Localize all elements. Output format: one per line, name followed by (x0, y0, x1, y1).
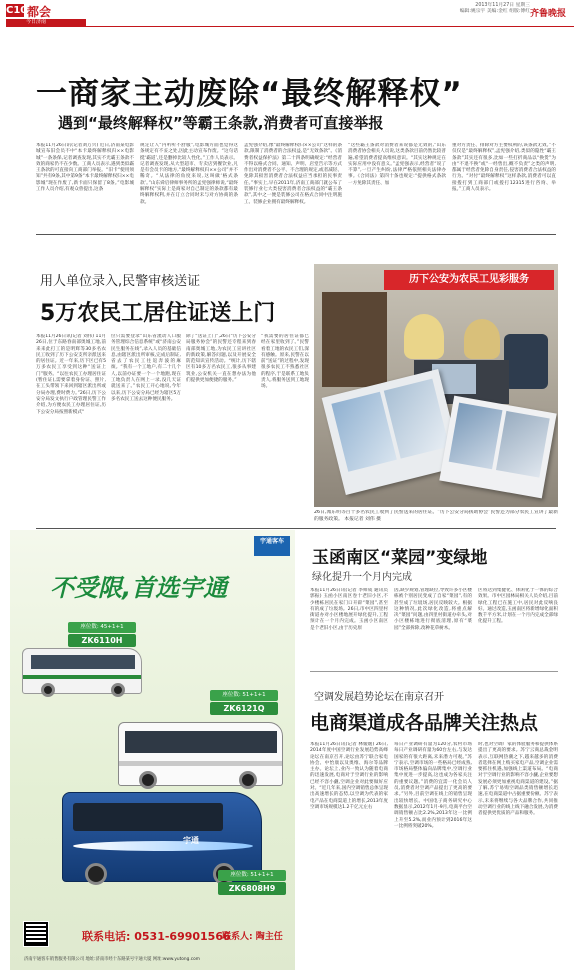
model2-tag: 座位数: 51+1+1 (210, 690, 278, 701)
editors-line: 编辑:姚宗宇 美编:金红 组版:傅红 (459, 9, 530, 14)
article4-kicker: 空调发展趋势论坛在南京召开 (314, 692, 444, 703)
ad-brand: 宇通客车 (259, 538, 284, 545)
bus-swoosh (73, 841, 253, 851)
photo-prop (404, 314, 444, 359)
article4-headline: 电商渠道成各品牌关注热点 (310, 712, 539, 734)
bus-stripe (119, 761, 282, 766)
divider (36, 234, 556, 235)
ad-contact: 联系人: 陶主任 (222, 932, 283, 942)
article1-col3: 孟宪强介绍,像“最终解释权归××公司”这样的条款,限制了消费者的合法权益,是“无效条款”。《消费者权益保护法》第二十四条明确规定:“经营者不得以格式合同、通知、声明、店堂告示等方式作出对消费者不公平、不合理的规定,或者减轻、免除其损害消费者合法权益应当承担的民事责任。”事实上,早在2011年,济南工商部门就公布了装修行业七大类侵害消费者合法权益的“霸王条款”,其中之一便是装修公司在格式合同中注明施工、装修企业拥有最终解释权。 (244, 143, 342, 205)
coach-bus-1 (22, 648, 142, 694)
bus-wheel (111, 683, 125, 697)
page-code: C10 (6, 5, 28, 16)
article1-col2: 规定让人“内听听不舒服”,电影城方面也觉得这条规定有不妥之处,因此主动宣布作废。“这句话挺‘霸道’,还是删掉比较人性化。”工作人员表示。记者调查发现,从大型超市、专卖店到餐饮业,凡是有会员卡的地方,“最终解释权归××公司”并不稀奇。“从法律的角度来说,这叫做‘格式条款’。”山东舜启律师事务所的孟宪强律师说,“最终解释权”实际上是商家对自己制定的条款都有最终解释权利,并在订立合同时未与对方协商的条款。 (140, 143, 238, 205)
coach-bus-3 (62, 792, 262, 882)
bus-wheel (41, 683, 55, 697)
ad-address: 济南宇通客车销售服务有限公司 地址:济南市经十东路某号宇通大厦 网址:www.yutong.com (24, 957, 200, 962)
article2-col2: 位只需要登录“山东省流动人口服务管理综合信息系统”或“济南公安民生服务在线”,录入人员的基础信息,由辖区派出所审核,完成后制证,省去了农民工往返奔波的麻烦。“我有一个工地户,有二十几个人,以前办证要一个一个地跑,现在工地负责人在网上一录,没几天证就送来了。”农民工开心地说,今年以来,历下公安分局已经为辖区5万多名农民工送去这种便民服务。 (111, 334, 181, 402)
photo-prop (496, 411, 550, 478)
article4-col2: 每日产业调研有量为120分,农村市场每日产业调研有量为60台左右,与发达国家的有很大距离,未来潜力可观。”苏宁表示,空调市场的一些格局已经成熟,市场格局整体偏向品牌集中,空调行业集中度进一步提高,这也成为各家关注的重要议题。”消费的宜需一化会员人员,消费者对空调产品提出了更高的要求。”另外,目前空调在线上的销售呈现出较快增长。中国电子商务研究中心数据显示,2012年1月-9月,电商平台空调销售额占比2.2%,2013年这一比例上升至5.2%,而业内预计到2016年这一比例将突破20%。 (394, 742, 472, 829)
article2-headline: 5万农民工居住证送上门 (40, 301, 276, 326)
bus-stripe (23, 675, 141, 679)
article1-subhead: 遇到“最终解释权”等霸王条款,消费者可直接举报 (58, 114, 384, 132)
ad-phone: 联系电话: 0531-69901566 (82, 930, 231, 943)
bus-wheel (139, 771, 157, 789)
bus-windows (31, 655, 135, 669)
header-info (430, 3, 530, 15)
article3-headline: 玉函南区“菜园”变绿地 (312, 548, 488, 568)
article2-kicker: 用人单位录入,民警审核送证 (40, 274, 201, 289)
photo-prop (504, 334, 548, 389)
article4-col3: 时,也对空调厂家的体验服务和提供体系提出了更高的要求。苏宁云商总裁金明表示,互联网热潮之下,越来越多的消费者选择在网上购买家电产品,空调企业需要抓住机遇,加强线上渠道布局。“电商对于空调行业的影响不容小觑,企业要想发展必须更加重视电商渠道的建设。”据了解,苏宁易购空调品类销售额增长迅速,在电商渠道中占据重要份额。苏宁表示,未来将继续与各大品牌合作,共同推动空调行业的线上线下融合发展,为消费者提供更优质的产品和服务。 (478, 742, 558, 817)
photo-prop (464, 319, 500, 359)
photo-prop (449, 403, 503, 470)
yutong-ad (10, 530, 295, 970)
ad-brand-badge (254, 536, 290, 556)
bus-label: 宇通 (183, 836, 199, 845)
photo-prop (439, 396, 556, 499)
article2-col1: 本报11月26日讯(记者 刘伟) 11月26日,位于东路春南部奥城工地,前来来此打工的是明辉等30多名农民工收到了历下公安支所亲派送来的居住证。近一年来,历下区已有5万多农民工享受到这种“送证上门”服务。“以往农民工办理居住证(暂住证),需要拿着身份证、照片,在工头带领下来回到辖区派出所或分局办理,费时费力。”26日,历下公安分局发文执行户政管理民警工作介绍,为方便农民工办理居住证,历下公安分局按照新模式“ (36, 334, 106, 415)
article3-col3: 区将达到集健化、休闲化于一体的综合效果。市中区园林局相关人员介绍,目前绿化工程已在施工中,居民对此反响良好。通过改造,玉函南区将新增绿化面积数千平方米,计划在一个月内完成全部绿化提升工程。 (478, 588, 558, 625)
model1-name: ZK6110H (68, 634, 136, 647)
model2-name: ZK6121Q (210, 702, 278, 715)
article2-col3: 除了“送证上门”,26日“历下公安分局服务协会”的民警还专程来到春南部奥城工地,为农民工宣讲社区的新政策,解答问题,以及开展安全防范知识宣传活动。“统计,历下辖区有10多万名农民工,很多从事建筑业,公安机关一直在想办法为他们提供更加便捷的服务。” (186, 334, 256, 384)
article3-col2: 因,缺少规划,管理缺位,导致许多小区楼栋被个别居民变成了自家“菜园”,有的甚至成了垃圾场,居民反映较大。根据这种情况,此次绿化改造,将重点解决“菜园”问题,由四里村街道办牵头,对小区楼栋地进行彻底清理,原有“菜园”全部拆除,改种花草树木。 (394, 588, 472, 631)
article2-photo-caption: 26日,闻东明等百十多名农民工收到了民警送来的居住证。“历下公安分局援助协会”民警还为部分农民工宣讲了最新的服务政策。 本报记者 刘伟 摄 (314, 510, 558, 522)
section-title: 都会 (27, 5, 52, 19)
subsection-bar: 今日济南 (6, 19, 86, 26)
article3-subhead: 绿化提升一个月内完成 (312, 572, 412, 583)
ad-slogan: 不受限,首选宇通 (50, 574, 228, 602)
model3-tag: 座位数: 51+1+1 (218, 870, 286, 881)
photo-prop (322, 292, 387, 387)
newspaper-logo: 齐鲁晚报 (530, 9, 567, 19)
date-line: 2013年11月27日 星期三 (475, 3, 530, 8)
model3-name: ZK6808H9 (218, 882, 286, 895)
article2-col4: “我需要的居住证都已经在家里收到了。”民警看着工地的农民工们,深有感触。原来,民警在以前“送证”的过程中,发现很多农民工不熟悉社区的程序,于是联系工地负责人,将服务送到工地现场。 (261, 334, 309, 390)
bus-windows (125, 731, 277, 753)
bus-wheel (85, 863, 107, 885)
article3-col1: 本报11月26日讯(记者 李师成 通讯员 郭振) 玉函小区南区卷十老旧小区,不少楼栋居民在家门口开辟“菜园”,甚至有的成了垃圾场。26日,市中区四里村街道办对小区楼地展开绿化提升,工程预计在一个月内完成。玉函小区南区是个老旧小区,由于历史原 (310, 588, 388, 631)
coach-bus-2 (118, 722, 283, 786)
article1-headline: 一商家主动废除“最终解释权” (36, 76, 463, 112)
header-rule (6, 26, 574, 27)
bus-wheel (239, 771, 257, 789)
article1-col1: 本报11月26日讯(记者刘万兴) 近日,济南某电影城宣布旧会员不中“本卡最终解释权归××电影城”一条条保,记者调查发现,其实不光霸王条款不效的商家仍不在少数。工商人员表示,遇到类似霸王条款的可直接向工商部门举报。“旧卡“使用须知”共有9条,其中第9条“本卡最终解释权归××电影城”现在作废了,新卡面只保留了8条。”电影城工作人员介绍,有观众曾提出,这条 (36, 143, 134, 193)
divider (310, 671, 558, 672)
divider (36, 528, 556, 529)
article1-col5: 重对方责任、排除对方主要权利的,该条款无效。”不仅仅是“最终解释权”,孟宪强介绍,类似的隐性“霸王条款”其实还有很多,比如一些打折商品以“换货”为由“不退不换”或“一经售出,概不负责”之类的声明,都属于经营者免除自身责任,侵害消费者合法权益的行为。“对付“最终解释权”这样条款,消费者可以直接拨打到工商部门或拨打12315进行咨询、举报。”工商人员表示。 (452, 143, 556, 193)
article1-col4: “这些霸王条款对消费者来说都是无效的,”山东消费者协会相关人员说,这类条款目前仍然比较普遍,希望消费者提高维权意识。“其实这种规定在实际应用中没有意义。”孟宪强表示,经营者“说了不算”,一旦产生纠纷,法律严格依照相关法律办事。《合同法》第四十条也规定:“提供格式条款一方免除其责任、加 (348, 143, 446, 186)
photo-banner: 历下公安为农民工见彩服务 (384, 270, 554, 290)
model1-tag: 座位数: 45+1+1 (68, 622, 136, 633)
qr-code-icon (24, 922, 48, 946)
article2-photo (314, 264, 558, 507)
bus-windows (73, 803, 223, 831)
article4-col1: 本报11月26日讯(记者 林媛媛) 26日,2014年度中国空调行业发展趋势高峰论坛在南京召开,论坛由苏宁联合家电协会、中怡康以及奥维、海尔等品牌主办。论坛上,业内一致认为随着电商的迅速发展,电商对于空调行业的影响已经不容小觑,空调企业对此要做好应对。“近几年来,国内空调销售总体呈现出高速增长的态势,以空调为代表的家电产品在电商渠道上的增长,2013年度空调市场规模达1.2千亿元左右 (310, 742, 388, 810)
